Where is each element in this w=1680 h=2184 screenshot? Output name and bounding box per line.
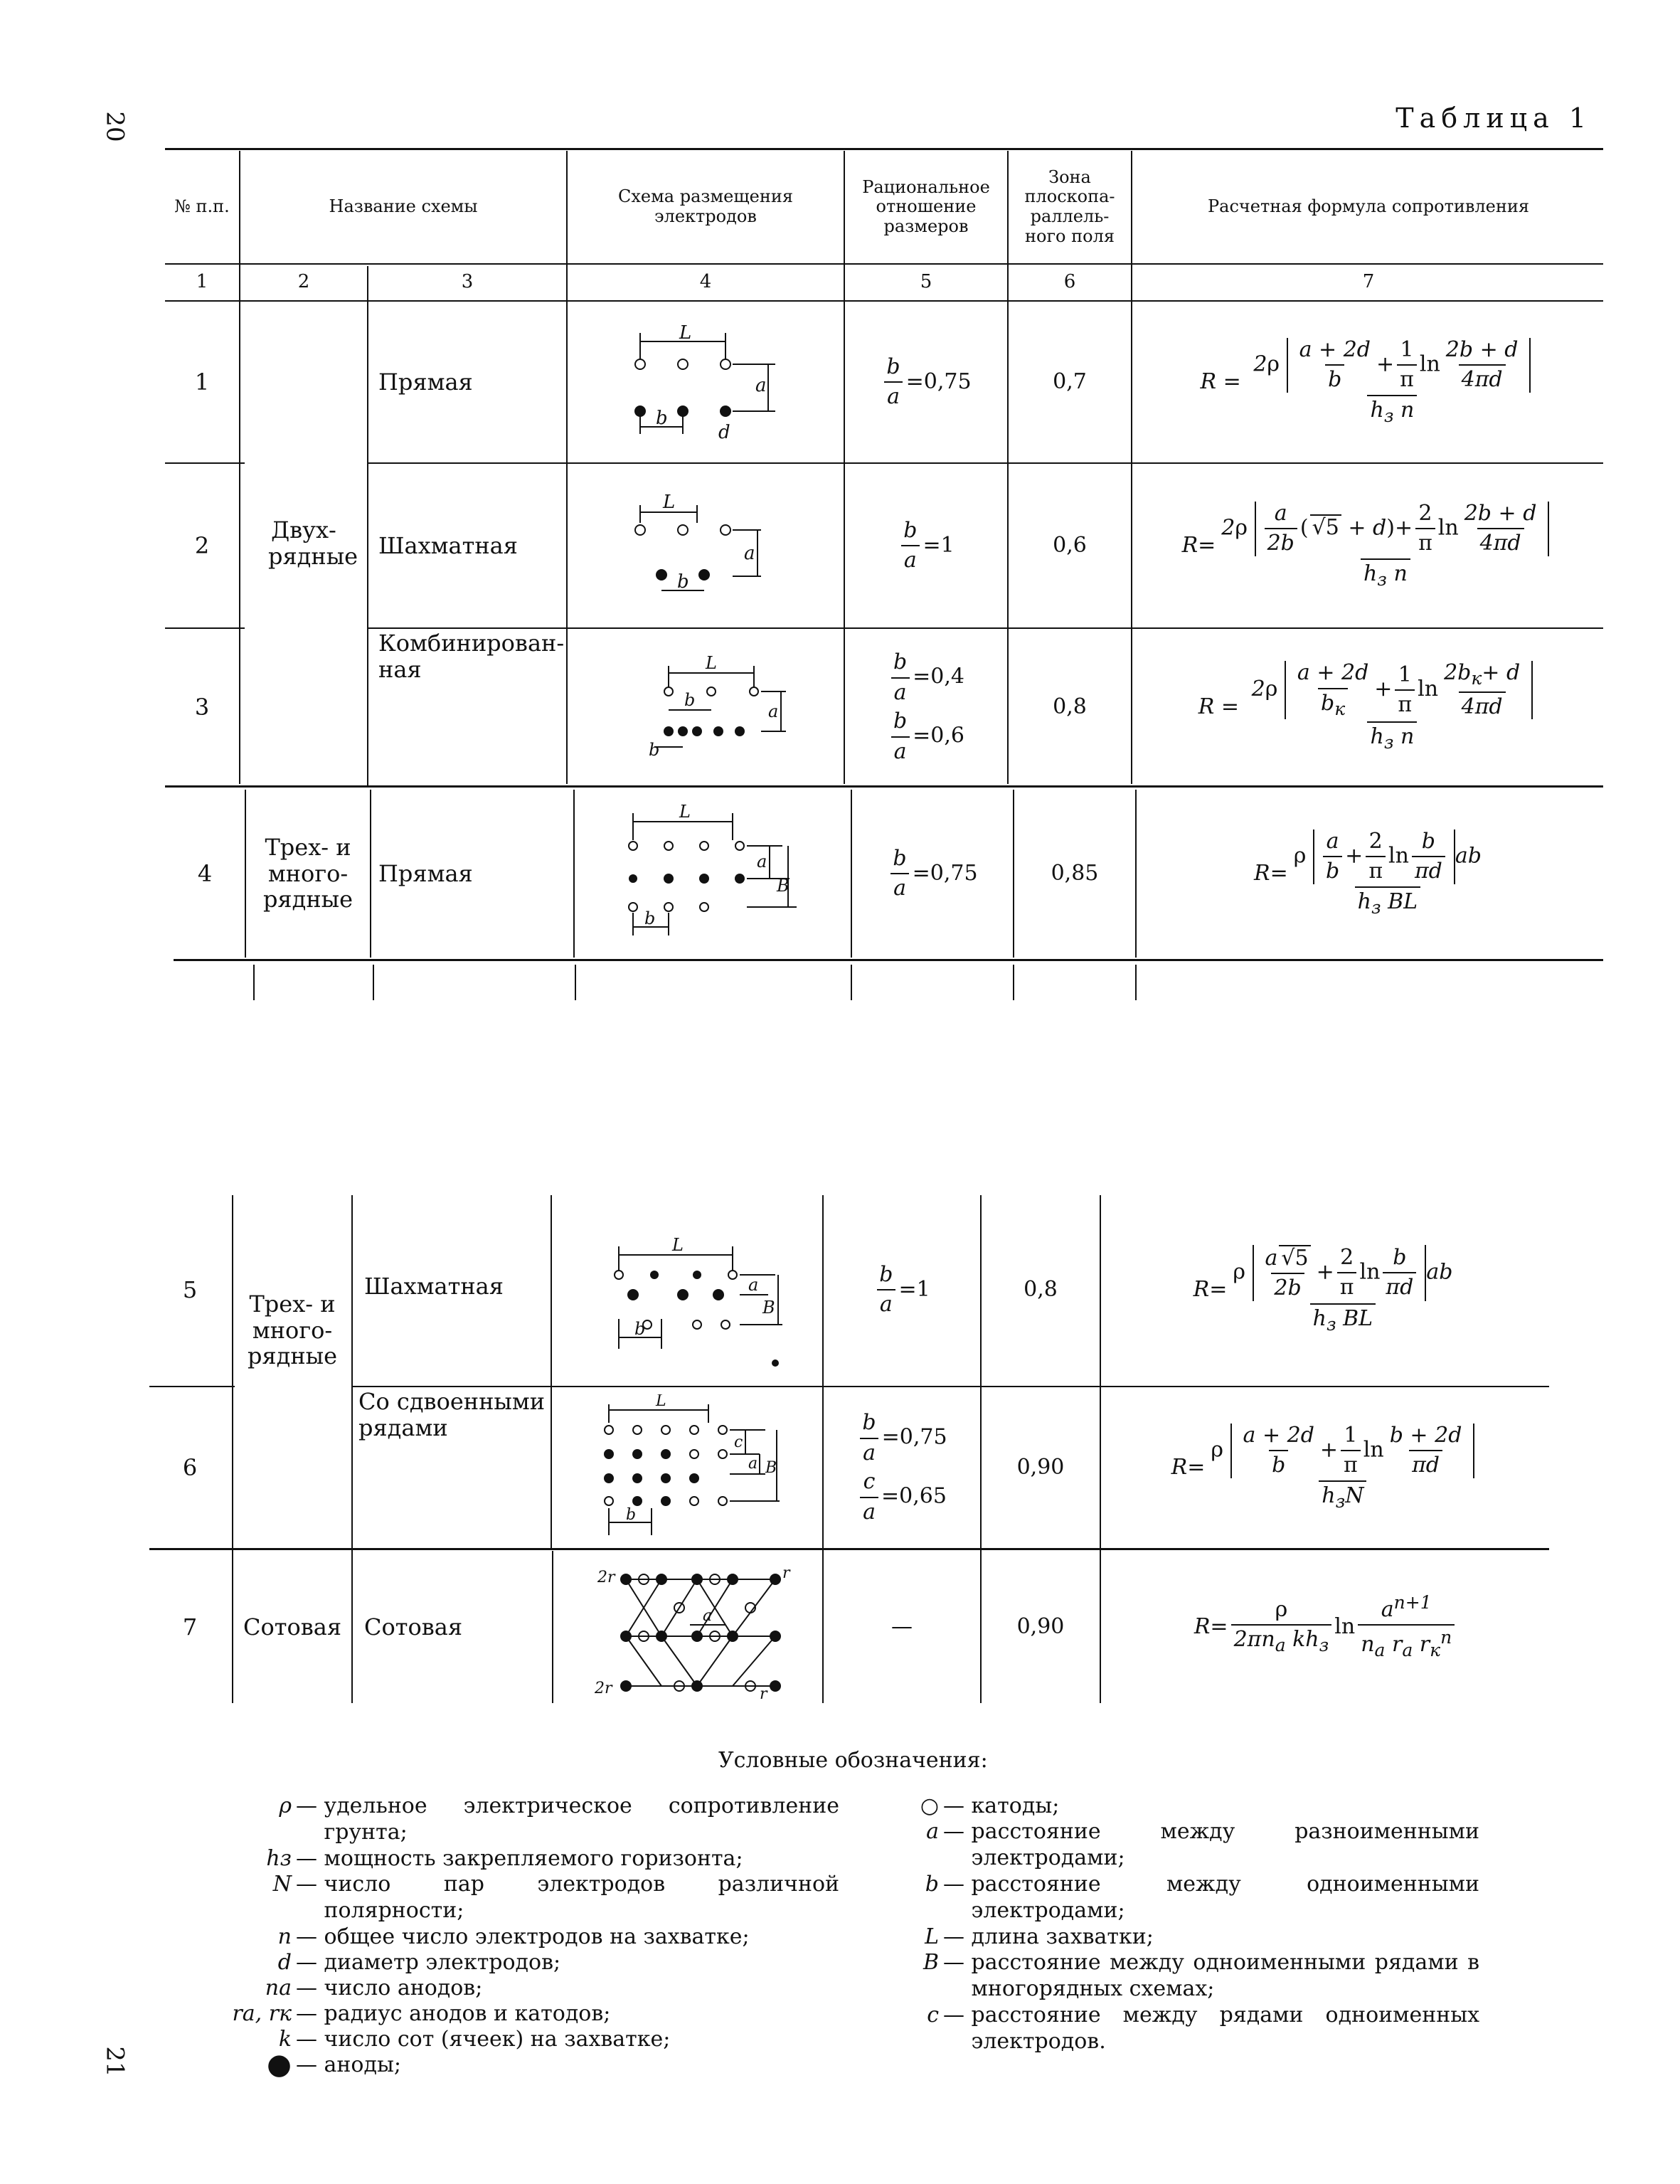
svg-text:B: B <box>765 1459 777 1477</box>
svg-text:L: L <box>663 492 676 513</box>
legend-item: nа — число анодов; <box>265 1976 483 2000</box>
svg-text:c: c <box>734 1433 743 1451</box>
svg-text:a: a <box>768 701 779 721</box>
row-5-num: 5 <box>182 1276 198 1303</box>
svg-text:b: b <box>644 908 656 928</box>
row-7-ratio: — <box>891 1613 913 1639</box>
svg-text:b: b <box>634 1319 646 1339</box>
row-4-num: 4 <box>197 859 213 887</box>
row-3-formula: R = 2ρ $\frac{a + 2d}{b_к}$ + $\frac{1}{\pi}$ ln $\frac{2b_к+ d}{4\pi d}$ $h_з$ n <box>1134 630 1603 784</box>
svg-text:L: L <box>679 802 691 822</box>
row-1-ratio: $\frac{b}{a}$ =0,75 <box>846 303 1006 461</box>
colnum-5: 5 <box>920 271 932 293</box>
svg-text:b: b <box>684 690 696 710</box>
row-6-num: 6 <box>182 1453 198 1481</box>
svg-text:2r: 2r <box>595 1680 612 1697</box>
legend-title: Условные обозначения: <box>718 1748 988 1773</box>
legend-item: rа, rк — радиус анодов и катодов; <box>232 2001 611 2026</box>
header-formula: Расчетная формула сопротивления <box>1208 196 1529 217</box>
svg-text:a: a <box>755 375 767 396</box>
layout-diagram-4 <box>612 800 804 945</box>
svg-text:B: B <box>762 1298 775 1318</box>
row-5-zone: 0,8 <box>1024 1276 1058 1302</box>
svg-text:d: d <box>718 422 730 443</box>
colnum-6: 6 <box>1063 271 1076 293</box>
row-4-zone: 0,85 <box>1051 860 1099 886</box>
legend-item: c — расстояние между рядами одноименных электродов. <box>927 2003 1479 2054</box>
legend-item: b — расстояние между одноименными электродами; <box>925 1872 1479 1923</box>
legend-item: N — число пар электродов различной полярности; <box>272 1872 839 1923</box>
row-4-ratio: $\frac{b}{a}$ =0,75 <box>854 790 1011 958</box>
legend-item: hз — мощность закрепляемого горизонта; <box>266 1846 743 1871</box>
page-number-bottom: 21 <box>100 2046 129 2077</box>
row-6-name: Со сдвоенными рядами <box>358 1388 546 1441</box>
header-layout: Схема размещения электродов <box>618 186 793 226</box>
row-2-num: 2 <box>194 531 210 559</box>
row-1-num: 1 <box>194 368 210 396</box>
legend-item: n — общее число электродов на захватке; <box>277 1924 750 1949</box>
row-5-formula: R = ρ $\frac{a √5}{2b}$ + $\frac{2}{\pi}$ ln $\frac{b}{\pi d}$ ab $h_з$ BL <box>1193 1244 1453 1335</box>
svg-text:a: a <box>748 1275 759 1295</box>
svg-text:a: a <box>703 1607 713 1625</box>
svg-text:L: L <box>672 1235 684 1255</box>
svg-text:L: L <box>706 654 717 673</box>
header-zone: Зона плоскопа-раллель-ного поля <box>1024 166 1115 246</box>
colnum-7: 7 <box>1362 271 1375 293</box>
layout-diagram-2 <box>619 491 775 608</box>
legend-item: ρ — удельное электрическое сопротивление грунта; <box>279 1793 839 1845</box>
legend-item: B — расстояние между одноименными рядами в многорядных схемах; <box>923 1950 1479 2001</box>
group-multi-row-1: Трех- и много-рядные <box>262 833 353 913</box>
row-7-name: Сотовая <box>364 1613 462 1640</box>
page-number-top: 20 <box>100 111 129 142</box>
svg-text:b: b <box>656 408 668 429</box>
colnum-3: 3 <box>461 271 474 293</box>
svg-text:L: L <box>679 322 692 344</box>
group-honeycomb: Сотовая <box>243 1613 341 1640</box>
row-1-formula: R = 2ρ $\frac{a + 2d}{b}$ + $\frac{1}{\pi}$ ln $\frac{2b + d}{4\pi d}$ $h_з$ n <box>1134 303 1603 461</box>
row-7-num: 7 <box>182 1613 198 1640</box>
header-scheme-name: Название схемы <box>329 196 478 217</box>
svg-text:a: a <box>748 1455 758 1473</box>
row-6-zone: 0,90 <box>1016 1454 1065 1480</box>
row-4-formula: R = ρ $\frac{a}{b}$ + $\frac{2}{\pi}$ ln $\frac{b}{\pi d}$ ab $h_з$ BL <box>1254 828 1482 918</box>
layout-diagram-5 <box>597 1231 797 1376</box>
svg-text:a: a <box>757 852 767 871</box>
group-two-row: Двух-рядные <box>268 516 358 570</box>
row-1-name: Прямая <box>378 368 473 396</box>
group-multi-row-2: Трех- и много-рядные <box>247 1290 338 1370</box>
svg-text:b: b <box>677 571 689 593</box>
row-2-formula: R = 2ρ $\frac{a}{2b}$ ( √5 + d)+ $\frac{2}{\pi}$ ln $\frac{2b + d}{4\pi d}$ $h_з$ n <box>1134 465 1603 626</box>
svg-text:a: a <box>744 543 755 564</box>
svg-text:r: r <box>782 1564 790 1582</box>
header-num: № п.п. <box>174 196 230 217</box>
svg-text:B: B <box>777 876 790 896</box>
row-5-name: Шахматная <box>364 1273 504 1300</box>
row-7-zone: 0,90 <box>1016 1613 1065 1639</box>
header-ratio: Рациональное отношение размеров <box>862 176 990 236</box>
row-3-ratio: $\frac{b}{a}$ =0,4 $\frac{b}{a}$ =0,6 <box>846 630 1006 784</box>
svg-text:b: b <box>626 1506 637 1524</box>
legend-item: L — длина захватки; <box>925 1924 1154 1949</box>
row-6-formula: R = ρ $\frac{a + 2d}{b}$ + $\frac{1}{\pi}$ ln $\frac{b + 2d}{\pi d}$ $h_зN$ <box>1102 1389 1549 1547</box>
svg-text:L: L <box>656 1394 666 1410</box>
row-1-zone: 0,7 <box>1053 369 1087 394</box>
row-2-name: Шахматная <box>378 531 518 559</box>
colnum-1: 1 <box>196 271 208 293</box>
legend-item: a — расстояние между разноименными электродами; <box>926 1819 1479 1870</box>
legend-item: d — диаметр электродов; <box>277 1950 561 1975</box>
row-3-zone: 0,8 <box>1053 694 1087 719</box>
legend-item: ○ — катоды; <box>920 1793 1060 1818</box>
svg-text:b: b <box>649 740 660 760</box>
row-3-name: Комбинирован- ная <box>378 630 565 683</box>
layout-diagram-1 <box>612 320 782 451</box>
table-title: Таблица 1 <box>1395 102 1592 134</box>
colnum-2: 2 <box>297 271 310 293</box>
colnum-4: 4 <box>699 271 712 293</box>
row-3-num: 3 <box>194 693 210 721</box>
legend-item: ● — аноды; <box>267 2048 401 2081</box>
row-2-ratio: $\frac{b}{a}$ =1 <box>846 465 1006 626</box>
layout-diagram-7 <box>583 1558 811 1703</box>
svg-text:r: r <box>760 1685 767 1700</box>
row-4-name: Прямая <box>378 859 473 887</box>
row-2-zone: 0,6 <box>1053 532 1087 558</box>
layout-diagram-3 <box>640 654 797 764</box>
legend-item: k — число сот (ячеек) на захватке; <box>278 2027 671 2052</box>
layout-diagram-6 <box>595 1394 794 1547</box>
row-6-ratio: $\frac{b}{a}$ =0,75 $\frac{c}{a}$ =0,65 <box>825 1389 979 1547</box>
svg-text:2r: 2r <box>597 1569 615 1586</box>
row-5-ratio: $\frac{b}{a}$ =1 <box>825 1195 979 1384</box>
row-7-formula: R = $\frac{\rho}{2\pi n_а kh_з}$ ln $\frac{a^{n+1}}{n_а r_а r_к^n}$ <box>1102 1551 1549 1703</box>
